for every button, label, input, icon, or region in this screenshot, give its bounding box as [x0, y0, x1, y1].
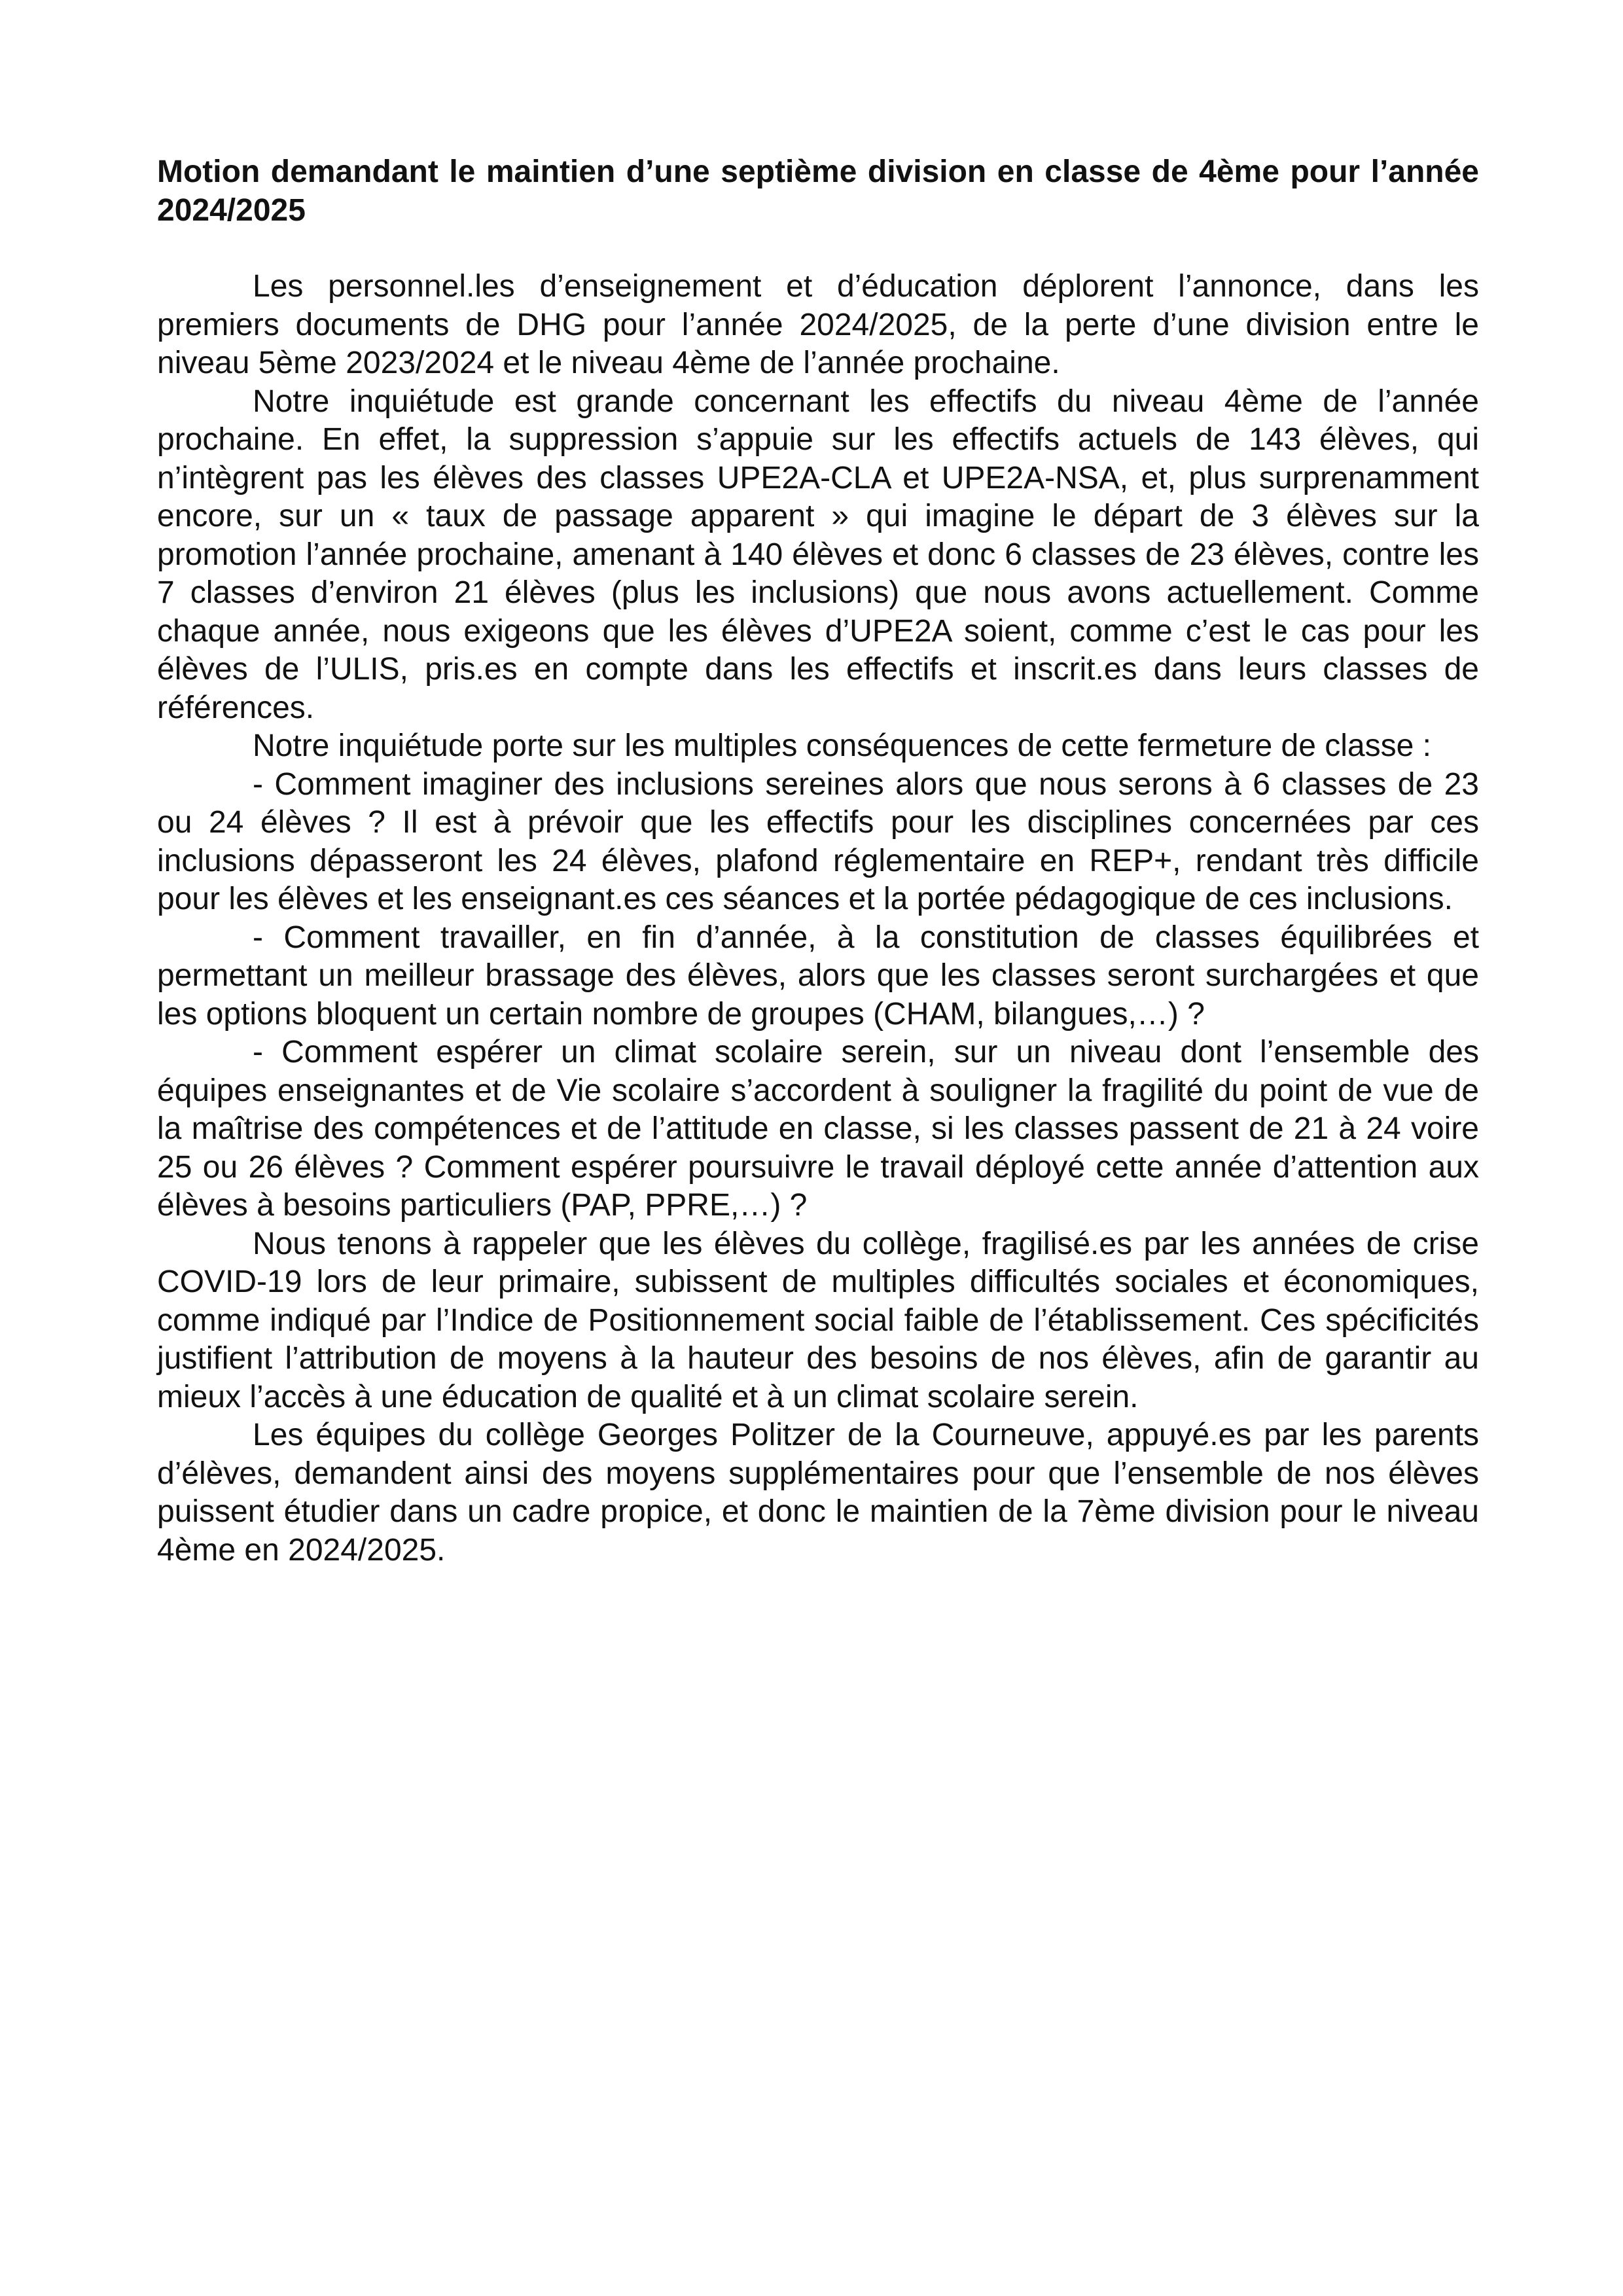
- paragraph-rappel: Nous tenons à rappeler que les élèves du collège, fragilisé.es par les années de crise COVID-19 lors de leur primaire, subissent de multiples difficultés sociales et économiques, comme indiqué par l’Indice de Positionnement social faible de l’établissement. Ces spécificités justifient l’attribution de moyens à la hauteur des besoins de nos élèves, afin de garantir au mieux l’accès à une éducation de qualité et à un climat scolaire serein.: [157, 1226, 1479, 1414]
- document-body: [157, 153, 1479, 1570]
- paragraph-item-constitution: - Comment travailler, en fin d’année, à la constitution de classes équilibrées et permettant un meilleur brassage des élèves, alors que les classes seront surchargées et que les options bloquent un certain nombre de groupes (CHAM, bilangues,…) ?: [157, 920, 1479, 1031]
- paragraph-effectifs: Notre inquiétude est grande concernant les effectifs du niveau 4ème de l’année prochaine. En effet, la suppression s’appuie sur les effectifs actuels de 143 élèves, qui n’intègrent pas les élèves des classes UPE2A-CLA et UPE2A-NSA, et, plus surprenamment encore, sur un « taux de passage apparent » qui imagine le départ de 3 élèves sur la promotion l’année prochaine, amenant à 140 élèves et donc 6 classes de 23 élèves, contre les 7 classes d’environ 21 élèves (plus les inclusions) que nous avons actuellement. Comme chaque année, nous exigeons que les élèves d’UPE2A soient, comme c’est le cas pour les élèves de l’ULIS, pris.es en compte dans les effectifs et inscrit.es dans leurs classes de références.: [157, 384, 1479, 725]
- paragraph-consequences: Notre inquiétude porte sur les multiples conséquences de cette fermeture de classe :: [253, 728, 1431, 763]
- document-title: Motion demandant le maintien d’une septième division en classe de 4ème pour l’année 2024/2025: [157, 154, 1479, 228]
- paragraph-conclusion: Les équipes du collège Georges Politzer de la Courneuve, appuyé.es par les parents d’élèves, demandent ainsi des moyens supplémentaires pour que l’ensemble de nos élèves puissent étudier dans un cadre propice, et donc le maintien de la 7ème division pour le niveau 4ème en 2024/2025.: [157, 1418, 1479, 1568]
- paragraph-item-climat: - Comment espérer un climat scolaire serein, sur un niveau dont l’ensemble des équipes enseignantes et de Vie scolaire s’accordent à souligner la fragilité du point de vue de la maîtrise des compétences et de l’attitude en classe, si les classes passent de 21 à 24 voire 25 ou 26 élèves ? Comment espérer poursuivre le travail déployé cette année d’attention aux élèves à besoins particuliers (PAP, PPRE,…) ?: [157, 1035, 1479, 1223]
- paragraph-intro: Les personnel.les d’enseignement et d’éducation déplorent l’annonce, dans les premiers documents de DHG pour l’année 2024/2025, de la perte d’une division entre le niveau 5ème 2023/2024 et le niveau 4ème de l’année prochaine.: [157, 269, 1479, 380]
- paragraph-item-inclusions: - Comment imaginer des inclusions sereines alors que nous serons à 6 classes de 23 ou 24 élèves ? Il est à prévoir que les effectifs pour les disciplines concernées par ces inclusions dépasseront les 24 élèves, plafond réglementaire en REP+, rendant très difficile pour les élèves et les enseignant.es ces séances et la portée pédagogique de ces inclusions.: [157, 766, 1479, 916]
